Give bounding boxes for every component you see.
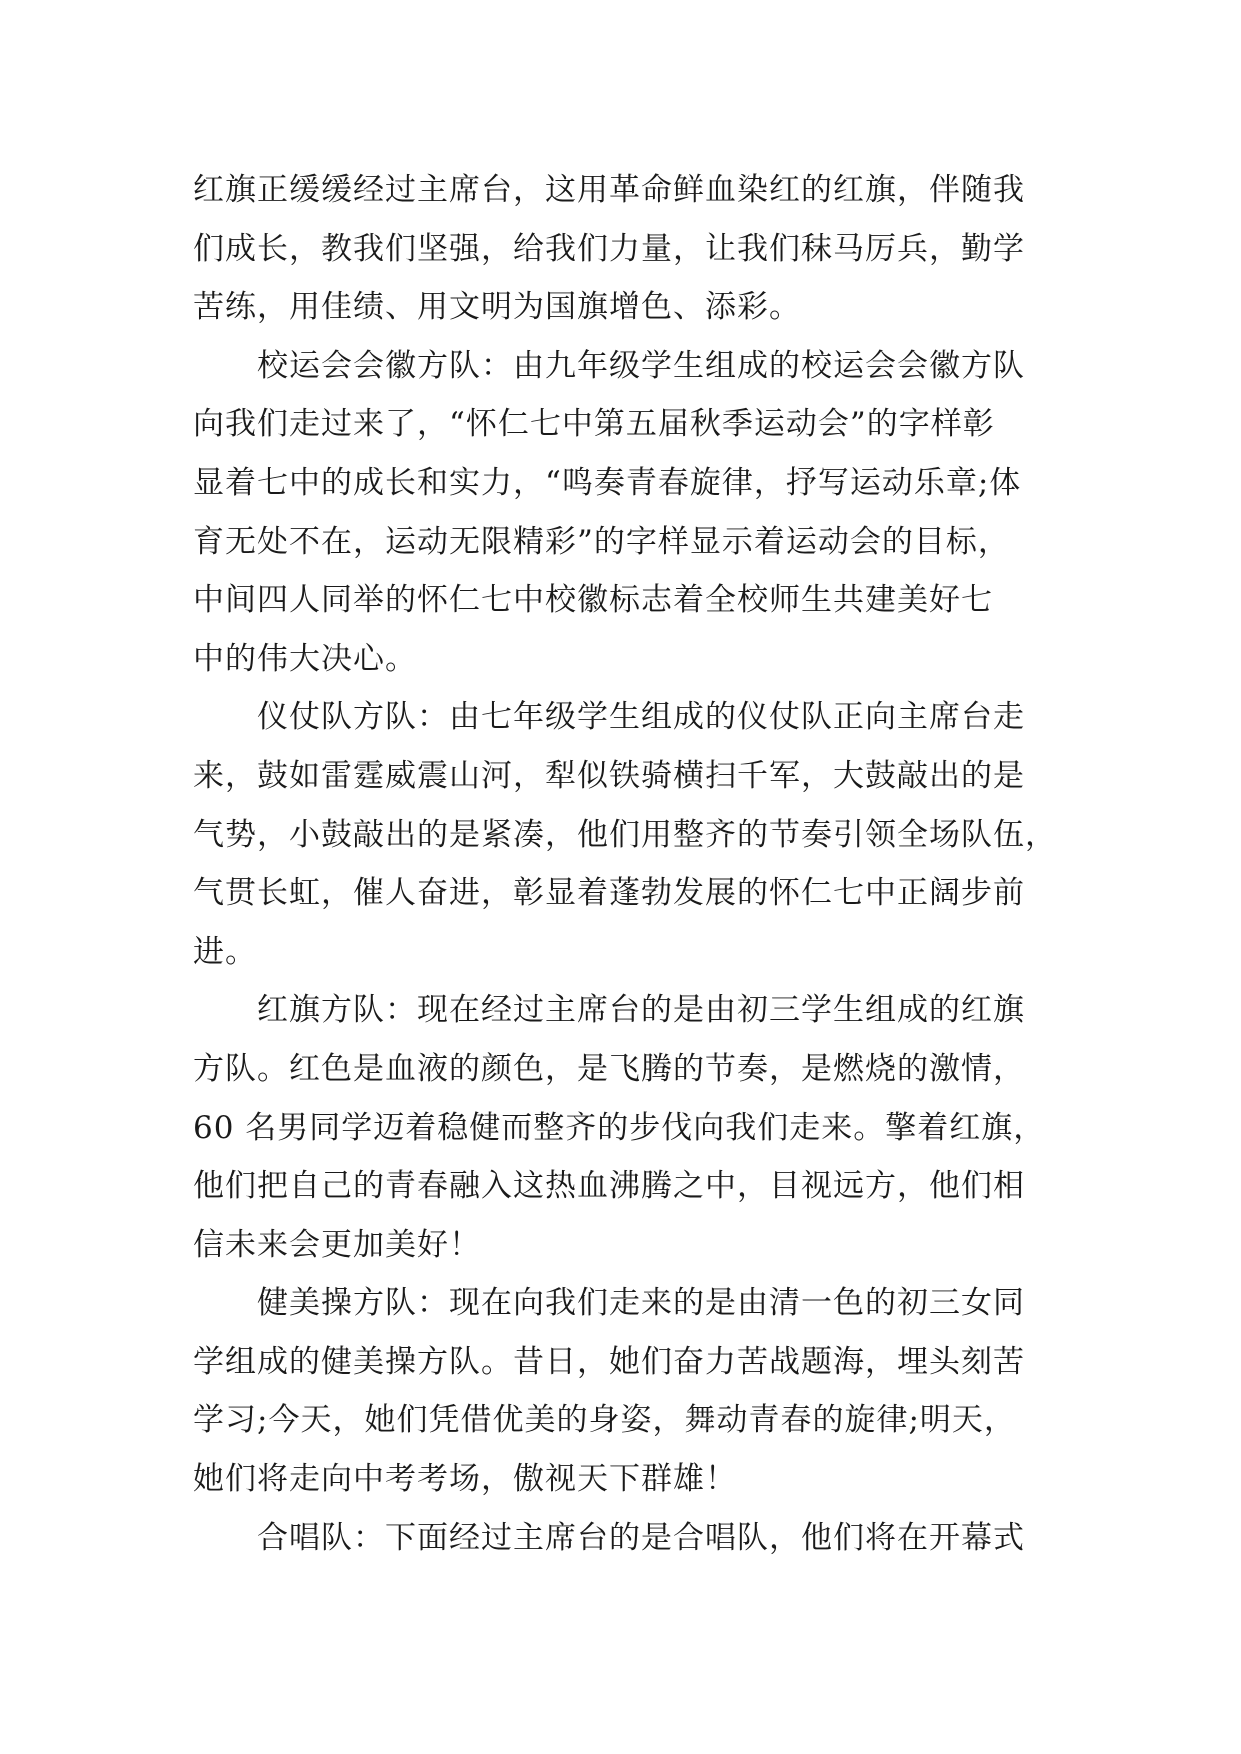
- text-line: 中的伟大决心。: [193, 640, 417, 677]
- text-line: 方队。红色是血液的颜色，是飞腾的节奏，是燃烧的激情，: [193, 1050, 1025, 1087]
- document-body: [193, 161, 1073, 1567]
- paragraph-start-line: 校运会会徽方队：由九年级学生组成的校运会会徽方队: [257, 347, 1025, 384]
- text-line: 苦练，用佳绩、用文明为国旗增色、添彩。: [193, 289, 801, 326]
- text-line: 气贯长虹，催人奋进，彰显着蓬勃发展的怀仁七中正阔步前: [193, 875, 1025, 912]
- paragraph-start-line: 健美操方队：现在向我们走来的是由清一色的初三女同: [257, 1285, 1025, 1322]
- text-line: 向我们走过来了，“怀仁七中第五届秋季运动会”的字样彰: [193, 406, 995, 443]
- paragraph-start-line: 红旗方队：现在经过主席台的是由初三学生组成的红旗: [257, 992, 1025, 1029]
- text-line: 信未来会更加美好！: [193, 1226, 481, 1263]
- paragraph-start-line: 仪仗队方队：由七年级学生组成的仪仗队正向主席台走: [257, 699, 1025, 736]
- text-line: 育无处不在，运动无限精彩”的字样显示着运动会的目标，: [193, 523, 1010, 560]
- paragraph-start-line: 合唱队：下面经过主席台的是合唱队，他们将在开幕式: [257, 1519, 1025, 1556]
- text-line: 60 名男同学迈着稳健而整齐的步伐向我们走来。擎着红旗，: [193, 1109, 1046, 1146]
- text-line: 显着七中的成长和实力，“鸣奏青春旋律，抒写运动乐章;体: [193, 464, 1022, 501]
- text-line: 进。: [193, 933, 257, 970]
- text-line: 们成长，教我们坚强，给我们力量，让我们秣马厉兵，勤学: [193, 230, 1025, 267]
- text-line: 中间四人同举的怀仁七中校徽标志着全校师生共建美好七: [193, 582, 993, 619]
- text-line: 气势，小鼓敲出的是紧凑，他们用整齐的节奏引领全场队伍，: [193, 816, 1057, 853]
- text-line: 红旗正缓缓经过主席台，这用革命鲜血染红的红旗，伴随我: [193, 172, 1025, 208]
- text-line: 她们将走向中考考场，傲视天下群雄！: [193, 1461, 737, 1498]
- text-line: 他们把自己的青春融入这热血沸腾之中，目视远方，他们相: [193, 1168, 1025, 1205]
- text-line: 学习;今天，她们凭借优美的身姿，舞动青春的旋律;明天，: [193, 1402, 1016, 1439]
- text-line: 来，鼓如雷霆威震山河，犁似铁骑横扫千军，大鼓敲出的是: [193, 757, 1025, 794]
- text-line: 学组成的健美操方队。昔日，她们奋力苦战题海，埋头刻苦: [193, 1343, 1025, 1380]
